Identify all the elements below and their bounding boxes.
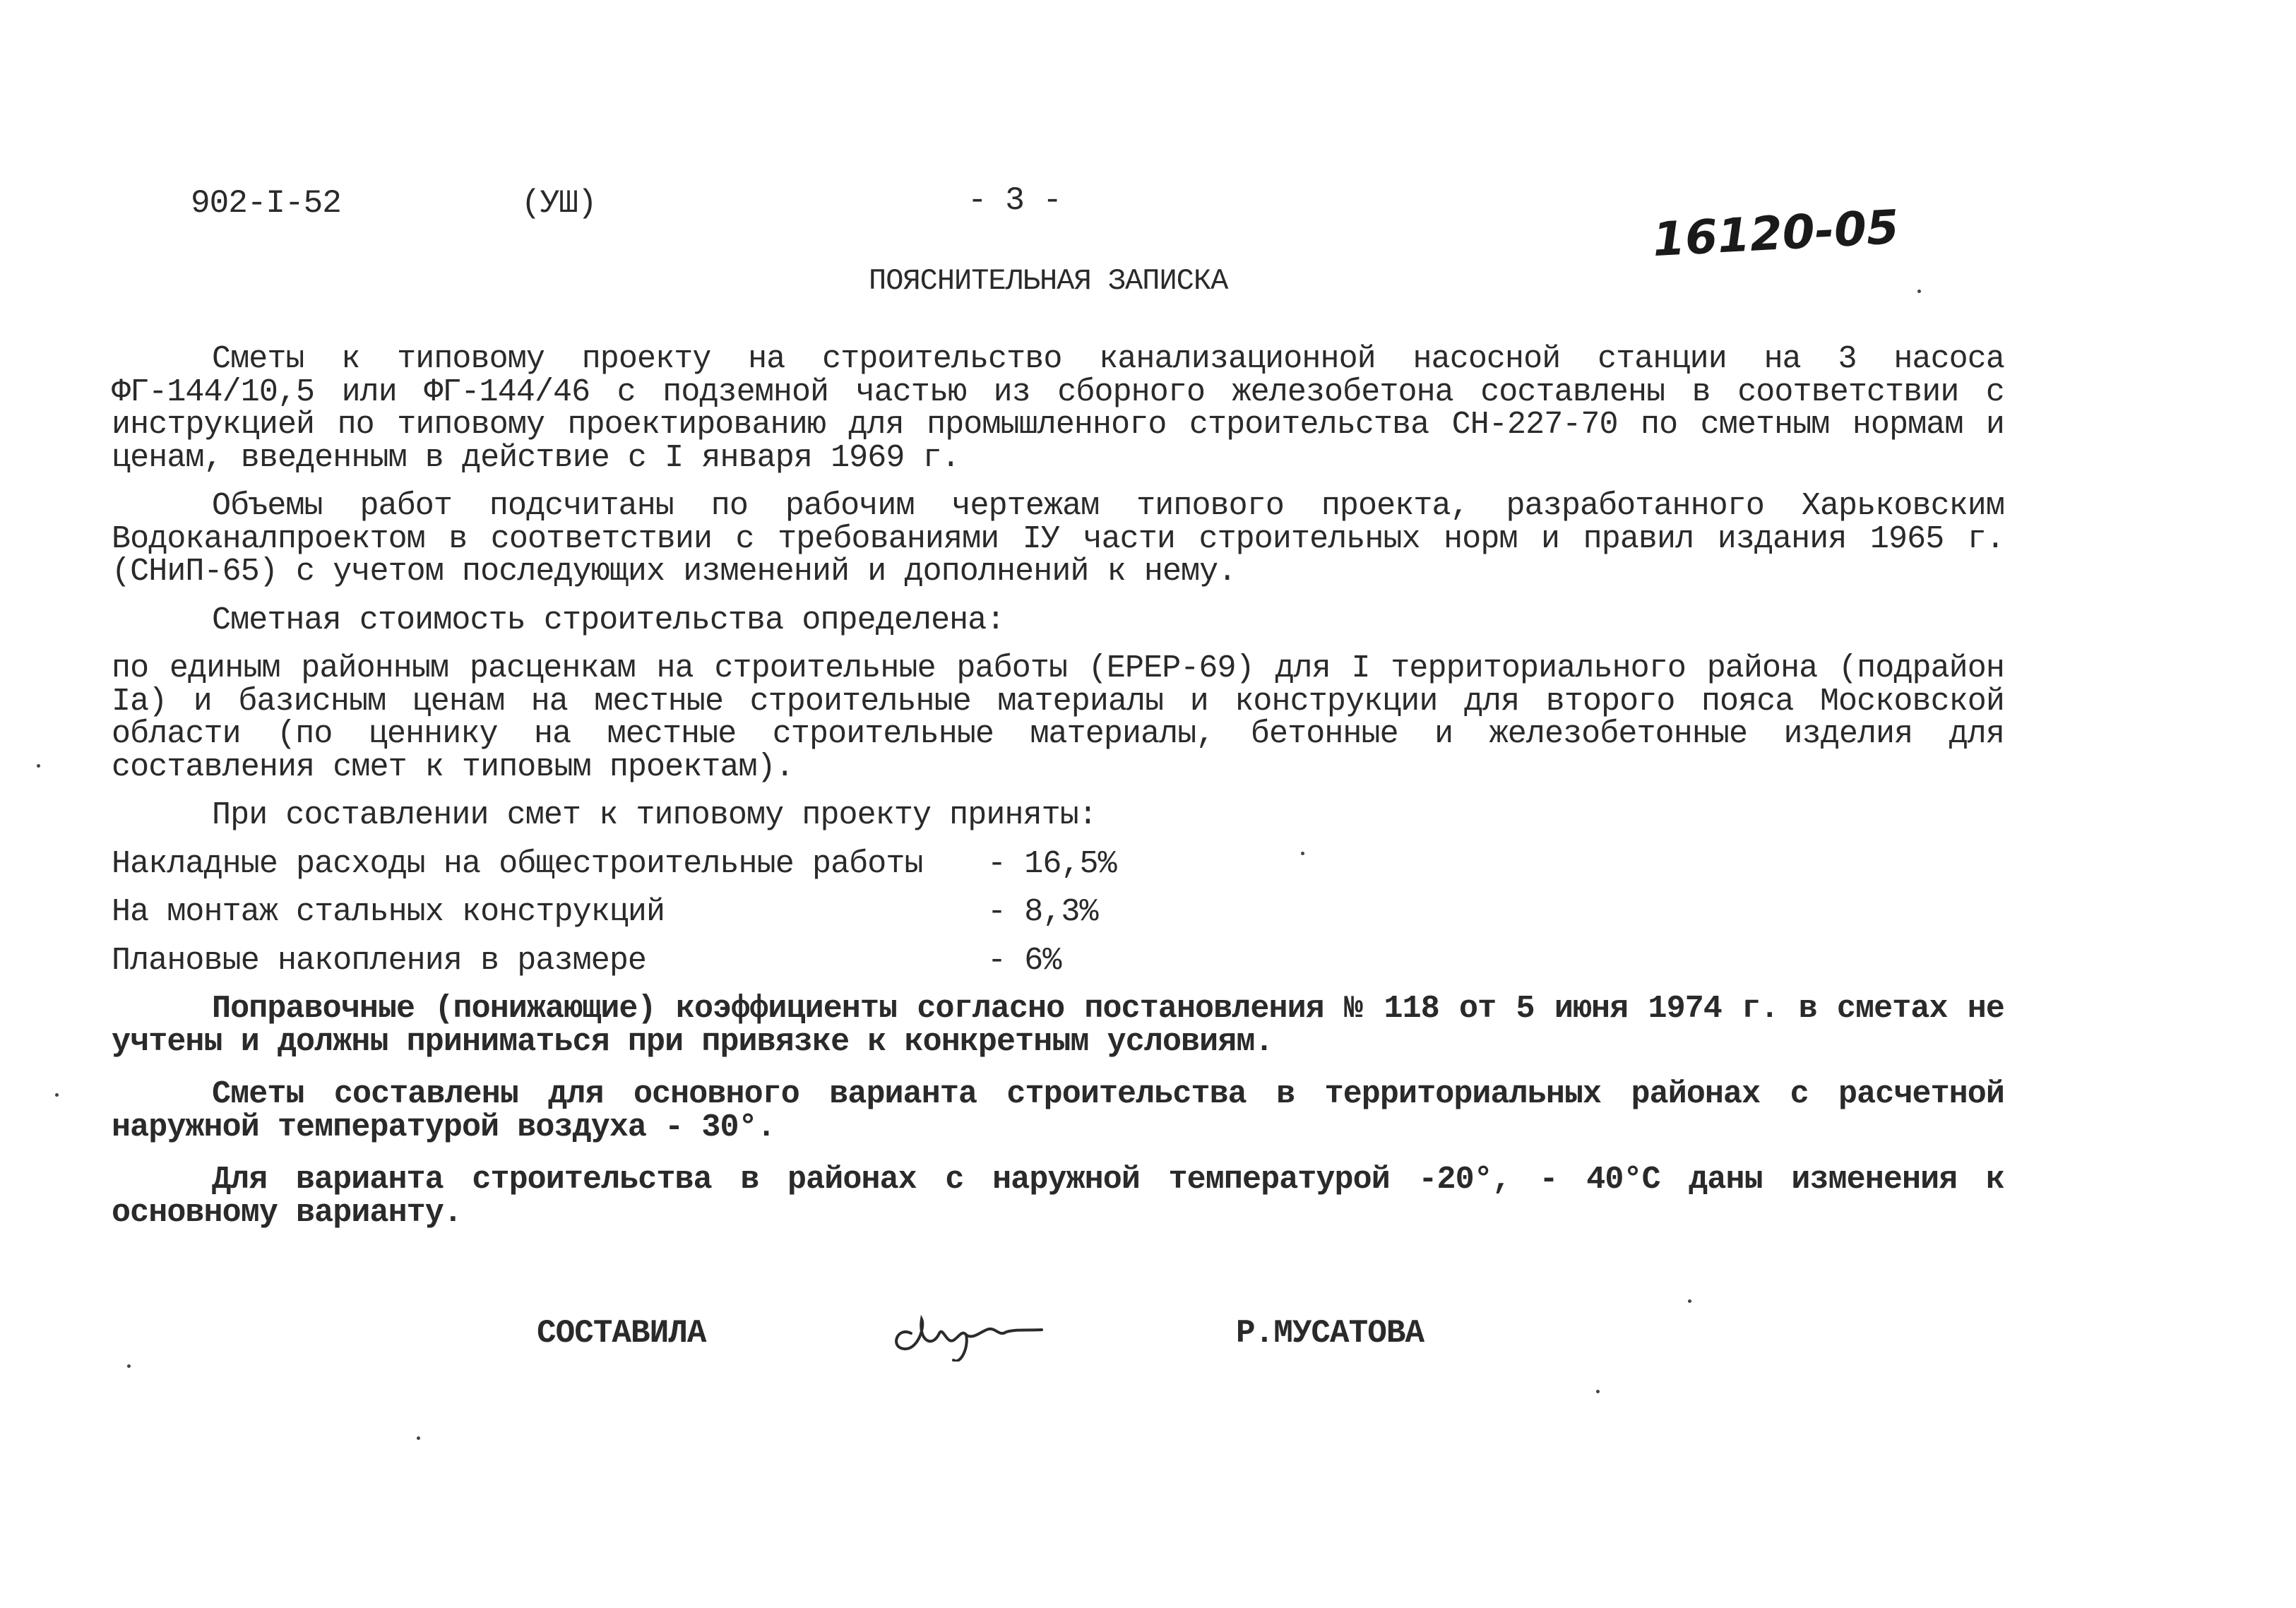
document-body: [112, 343, 2004, 1229]
paragraph-intro: Сметы к типовому проекту на строительство канализационной насосной станции на 3 насоса ФГ-144/10,5 или ФГ-144/46 с подземной частью из сборного железобетона составлены в соответствии с инструкцией по типовому проектированию для промышленного строительства СН-227-70 по сметным нормам и ценам, введенным в действие с I января 1969 г.: [112, 341, 2004, 476]
paragraph-other-variants: Для варианта строительства в районах с наружной температурой -20°, - 40°С даны изменения к основному варианту.: [112, 1162, 2004, 1231]
scan-speck: [55, 1093, 59, 1097]
page-title: ПОЯСНИТЕЛЬНАЯ ЗАПИСКА: [869, 264, 1228, 298]
rate-row-savings: [112, 942, 2004, 979]
registration-number: 16120-05: [1651, 199, 1901, 268]
scan-speck: [1688, 1299, 1691, 1303]
paragraph-coefficients: Поправочные (понижающие) коэффициенты согласно постановления № 118 от 5 июня 1974 г. в сметах не учтены и должны приниматься при привязке к конкретным условиям.: [112, 991, 2004, 1060]
scan-speck: [1301, 852, 1304, 855]
rate-label: Плановые накопления в размере: [112, 942, 647, 979]
rate-value: - 8,3%: [987, 894, 1098, 930]
paragraph-volumes: Объемы работ подсчитаны по рабочим чертежам типового проекта, разработанного Харьковским Водоканалпроектом в соответствии с требованиями IУ части строительных норм и правил издания 1965 г. (СНиП-65) с учетом последующих изменений и дополнений к нему.: [112, 488, 2004, 590]
rate-label: Накладные расходы на общестроительные работы: [112, 845, 923, 882]
paragraph-base-variant: Сметы составлены для основного варианта строительства в территориальных районах с расчетной наружной температурой воздуха - 30°.: [112, 1076, 2004, 1145]
scan-speck: [37, 764, 40, 768]
rate-row-steel: [112, 896, 2004, 929]
signature-block: [537, 1315, 1525, 1371]
paragraph-rates-heading: При составлении смет к типовому проекту приняты:: [212, 797, 1098, 833]
series-mark: (УШ): [521, 185, 597, 222]
scan-speck: [1596, 1390, 1600, 1393]
document-code: 902-I-52: [191, 185, 341, 222]
compiler-name: Р.МУСАТОВА: [1236, 1315, 1424, 1352]
handwritten-signature: [883, 1298, 1045, 1362]
page-number: - 3 -: [968, 182, 1062, 219]
rate-value: - 6%: [987, 942, 1061, 979]
rate-row-overhead: [112, 845, 2004, 882]
scan-speck: [127, 1364, 131, 1368]
paragraph-cost-heading: Сметная стоимость строительства определена:: [212, 602, 1005, 638]
paragraph-pricing-basis: по единым районным расценкам на строительные работы (ЕРЕР-69) для I территориального района (подрайон Iа) и базисным ценам на местные строительные материалы и конструкции для второго пояса Московской области (по ценнику на местные строительные материалы, бетонные и железобетонные изделия для составления смет к типовым проектам).: [112, 650, 2004, 785]
scan-speck: [417, 1436, 420, 1440]
rate-label: На монтаж стальных конструкций: [112, 894, 665, 930]
rate-value: - 16,5%: [987, 845, 1117, 882]
compiled-by-label: СОСТАВИЛА: [537, 1315, 706, 1352]
scan-speck: [1917, 290, 1921, 293]
